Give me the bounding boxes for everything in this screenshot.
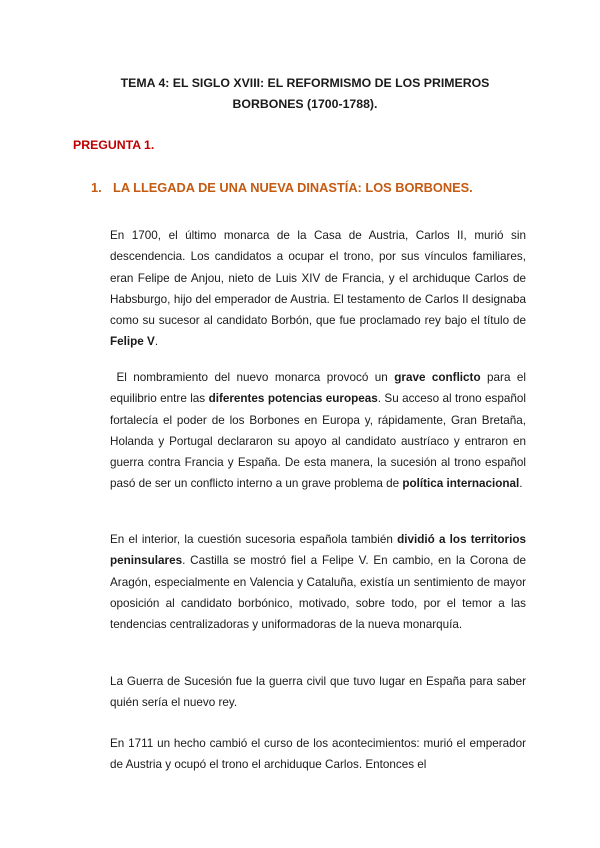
title-line-2: BORBONES (1700-1788). [232, 97, 378, 111]
question-label: PREGUNTA 1. [73, 138, 155, 152]
text-run: . Castilla se mostró fiel a Felipe V. En cambio, en la Corona de Aragón, especialmente en Valencia y Cataluña, existía un sentimiento de mayor oposición al candidato borbónico, motivado, sobre todo, por el temor a las tendencias centralizadoras y uniformadoras de la nueva monarquía. [110, 554, 526, 632]
text-run: . Su acceso al trono español fortalecía el poder de los Borbones en Europa y, rápidamente, Gran Bretaña, Holanda y Portugal declararon su apoyo al candidato austríaco y entraron en guerra contra Francia y España. De esta manera, la sucesión al trono español pasó de ser un conflicto interno a un grave problema de [110, 392, 526, 491]
bold-text-run: política internacional [402, 477, 520, 491]
text-run: para el equilibrio entre las [110, 371, 526, 406]
text-run: En el interior, la cuestión sucesoria española también [110, 533, 398, 546]
section-heading [91, 180, 473, 195]
paragraph [110, 733, 526, 776]
text-run: . [519, 477, 523, 491]
paragraph [110, 367, 526, 495]
text-run: El nombramiento del nuevo monarca provocó un [110, 371, 395, 384]
section-number: 1. [91, 180, 102, 195]
bold-text-run: diferentes potencias europeas [208, 392, 378, 406]
bold-text-run: grave conflicto [394, 371, 481, 384]
text-run: En 1700, el último monarca de la Casa de Austria, Carlos II, murió sin descendencia. Los candidatos a ocupar el trono, por sus vínculos familiares, eran Felipe de Anjou, nieto de Luis XIV de Francia, y el archiduque Carlos de Habsburgo, hijo del emperador de Austria. El testamento de Carlos II designaba como su sucesor al candidato Borbón, que fue proclamado rey bajo el título de [110, 229, 526, 328]
text-run: La Guerra de Sucesión fue la guerra civil que tuvo lugar en España para saber quién sería el nuevo rey. [110, 675, 526, 710]
text-run: En 1711 un hecho cambió el curso de los acontecimientos: murió el emperador de Austria y ocupó el trono el archiduque Carlos. Entonces el [110, 737, 526, 772]
title-line-1: TEMA 4: EL SIGLO XVIII: EL REFORMISMO DE LOS PRIMEROS [120, 76, 490, 90]
paragraph [110, 529, 526, 635]
section-heading-text: LA LLEGADA DE UNA NUEVA DINASTÍA: LOS BORBONES. [113, 180, 473, 195]
paragraph [110, 225, 526, 353]
document-title [100, 73, 510, 115]
bold-text-run: dividió a los territorios peninsulares [110, 533, 526, 568]
paragraph [110, 671, 526, 714]
text-run: . [154, 335, 159, 349]
bold-text-run: Felipe V [110, 335, 155, 349]
